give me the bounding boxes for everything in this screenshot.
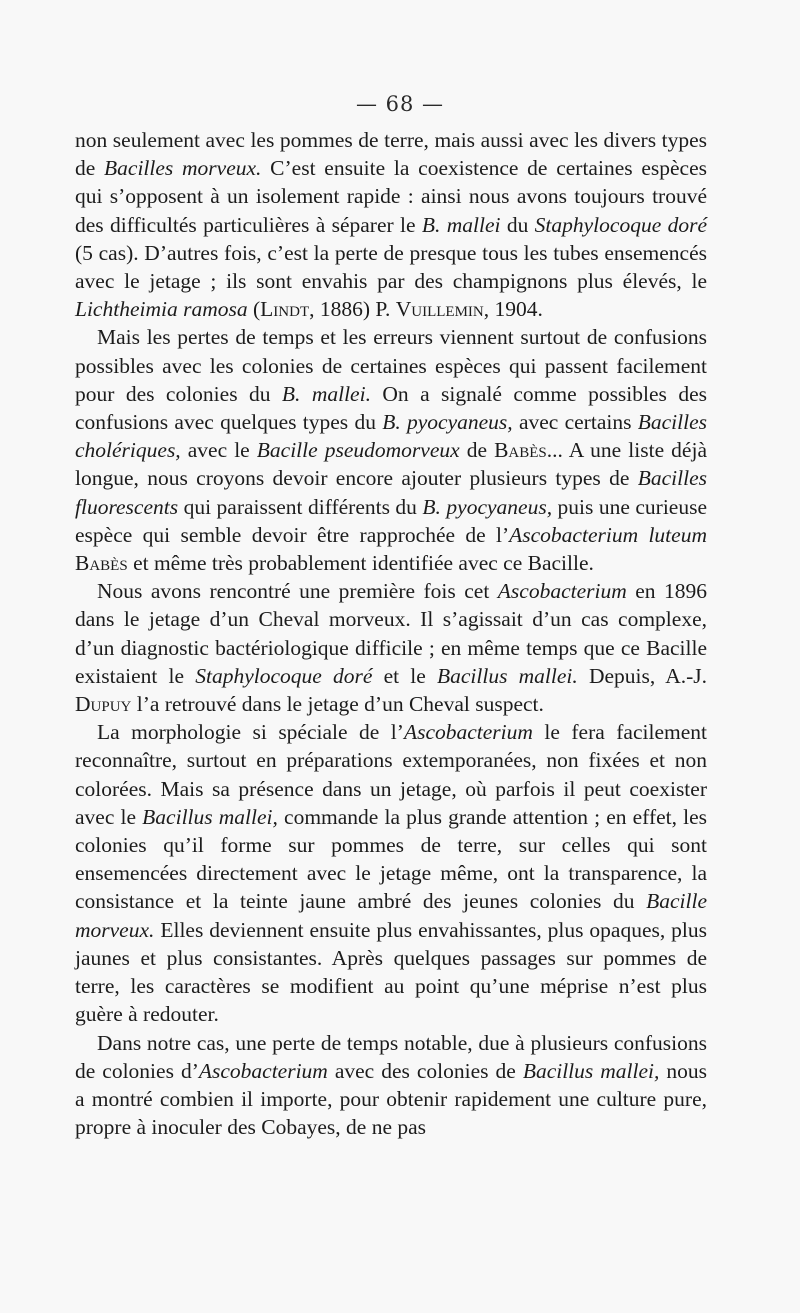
italic-term: Bacillus mallei. xyxy=(437,663,578,688)
italic-term: Staphylocoque doré xyxy=(195,663,373,688)
text-run: commande la plus grande attention ; en effet, les colonies qu’il forme sur pommes de terre, sur celles qui sont ensemencées directement avec le jetage même, ont la transparence, la consistance et la teinte jaune ambré des jeunes colonies du xyxy=(75,804,708,914)
text-run: nous a montré combien il importe, pour obtenir rapidement une culture pure, propre à inoculer des Cobayes, de ne pas xyxy=(75,1058,708,1140)
italic-term: Ascobacterium xyxy=(497,579,627,604)
author-name: Vuillemin xyxy=(395,297,484,322)
text-run: qui paraissent différents du xyxy=(178,494,423,519)
text-run: puis une curieuse espèce qui semble devoir être rapprochée de l’ xyxy=(75,494,708,547)
text-run: l’a retrouvé dans le jetage d’un Cheval suspect. xyxy=(131,692,544,717)
paragraph-2 xyxy=(75,323,707,577)
text-run: Dans notre cas, une perte de temps notable, due à plusieurs confusions de colonies d’ xyxy=(75,1030,707,1083)
italic-term: B. mallei xyxy=(421,212,501,237)
text-run: C’est ensuite la coexistence de certaines espèces qui s’opposent à un isolement rapide : ainsi nous avons toujours trouvé des difficultés particulières à séparer le xyxy=(75,156,707,237)
italic-term: Bacilles fluorescents xyxy=(75,466,707,519)
italic-term: Ascobacterium xyxy=(403,720,533,745)
text-run: , 1886) P. xyxy=(309,297,396,322)
text-run: Depuis, A.-J. xyxy=(577,663,708,688)
text-run: avec des colonies de xyxy=(327,1058,523,1083)
text-run: La morphologie si spéciale de l’ xyxy=(97,720,404,745)
italic-term: B. pyocyaneus, xyxy=(422,494,553,519)
text-run: avec certains xyxy=(512,410,638,435)
text-run: et même très probablement identifiée avec ce Bacille. xyxy=(127,551,594,576)
text-run: ( xyxy=(247,297,261,322)
author-name: Babès xyxy=(494,438,547,463)
text-run: du xyxy=(500,212,535,237)
italic-term: B. pyocyaneus, xyxy=(382,410,513,435)
text-run: et le xyxy=(372,663,437,688)
italic-term: Bacillus mallei, xyxy=(522,1058,660,1083)
text-run: Elles deviennent ensuite plus envahissantes, plus opaques, plus jaunes et plus consistantes. Après quelques passages sur pommes de terre, les caractères se modifient au point qu’une méprise n’est plus guère à redouter. xyxy=(75,917,707,1027)
italic-term: Staphylocoque doré xyxy=(534,212,707,237)
italic-term: Bacille pseudomorveux xyxy=(256,438,460,463)
paragraph-4 xyxy=(75,718,707,1028)
author-name: Lindt xyxy=(260,297,310,322)
paragraph-1 xyxy=(75,126,707,323)
italic-term: Lichtheimia ramosa xyxy=(75,297,248,322)
text-run: Nous avons rencontré une première fois cet xyxy=(97,579,498,604)
text-run: Mais les pertes de temps et les erreurs viennent surtout de confusions possibles avec les colonies de certaines espèces qui passent facilement pour des colonies du xyxy=(75,325,707,406)
text-run: On a signalé comme possibles des confusions avec quelques types du xyxy=(75,381,707,435)
author-name: Babès xyxy=(75,551,128,576)
paragraph-5 xyxy=(75,1029,707,1142)
text-run: de xyxy=(459,438,495,463)
italic-term: Bacillus mallei, xyxy=(142,804,278,829)
text-run: non seulement avec les pommes de terre, mais aussi avec les divers types de xyxy=(75,128,707,181)
italic-term: Bacilles morveux. xyxy=(104,156,262,181)
text-run: , 1904. xyxy=(483,297,543,322)
page-number: — 68 — xyxy=(355,92,445,116)
italic-term: Bacilles cholériques, xyxy=(75,410,707,463)
italic-term: Bacille morveux. xyxy=(75,889,707,942)
text-run: (5 cas). D’autres fois, c’est la perte de presque tous les tubes ensemencés avec le jetage ; ils sont envahis par des champignons plus élevés, le xyxy=(75,240,707,294)
text-run: le fera facilement reconnaître, surtout en préparations extemporanées, non fixées et non colorées. Mais sa présence dans un jetage, où parfois il peut coexister avec le xyxy=(75,720,707,829)
italic-term: Ascobacterium luteum xyxy=(509,522,707,547)
author-name: Dupuy xyxy=(75,692,132,717)
italic-term: B. mallei. xyxy=(281,381,371,406)
text-run: ... A une liste déjà longue, nous croyons devoir encore ajouter plusieurs types de xyxy=(75,438,707,491)
italic-term: Ascobacterium xyxy=(198,1058,328,1083)
paragraph-3 xyxy=(75,577,707,718)
body-text xyxy=(75,126,707,1141)
text-run: en 1896 dans le jetage d’un Cheval morveux. Il s’agissait d’un cas complexe, d’un diagnostic bactériologique difficile ; en même temps que ce Bacille existaient le xyxy=(75,579,707,688)
text-run: avec le xyxy=(180,438,257,463)
